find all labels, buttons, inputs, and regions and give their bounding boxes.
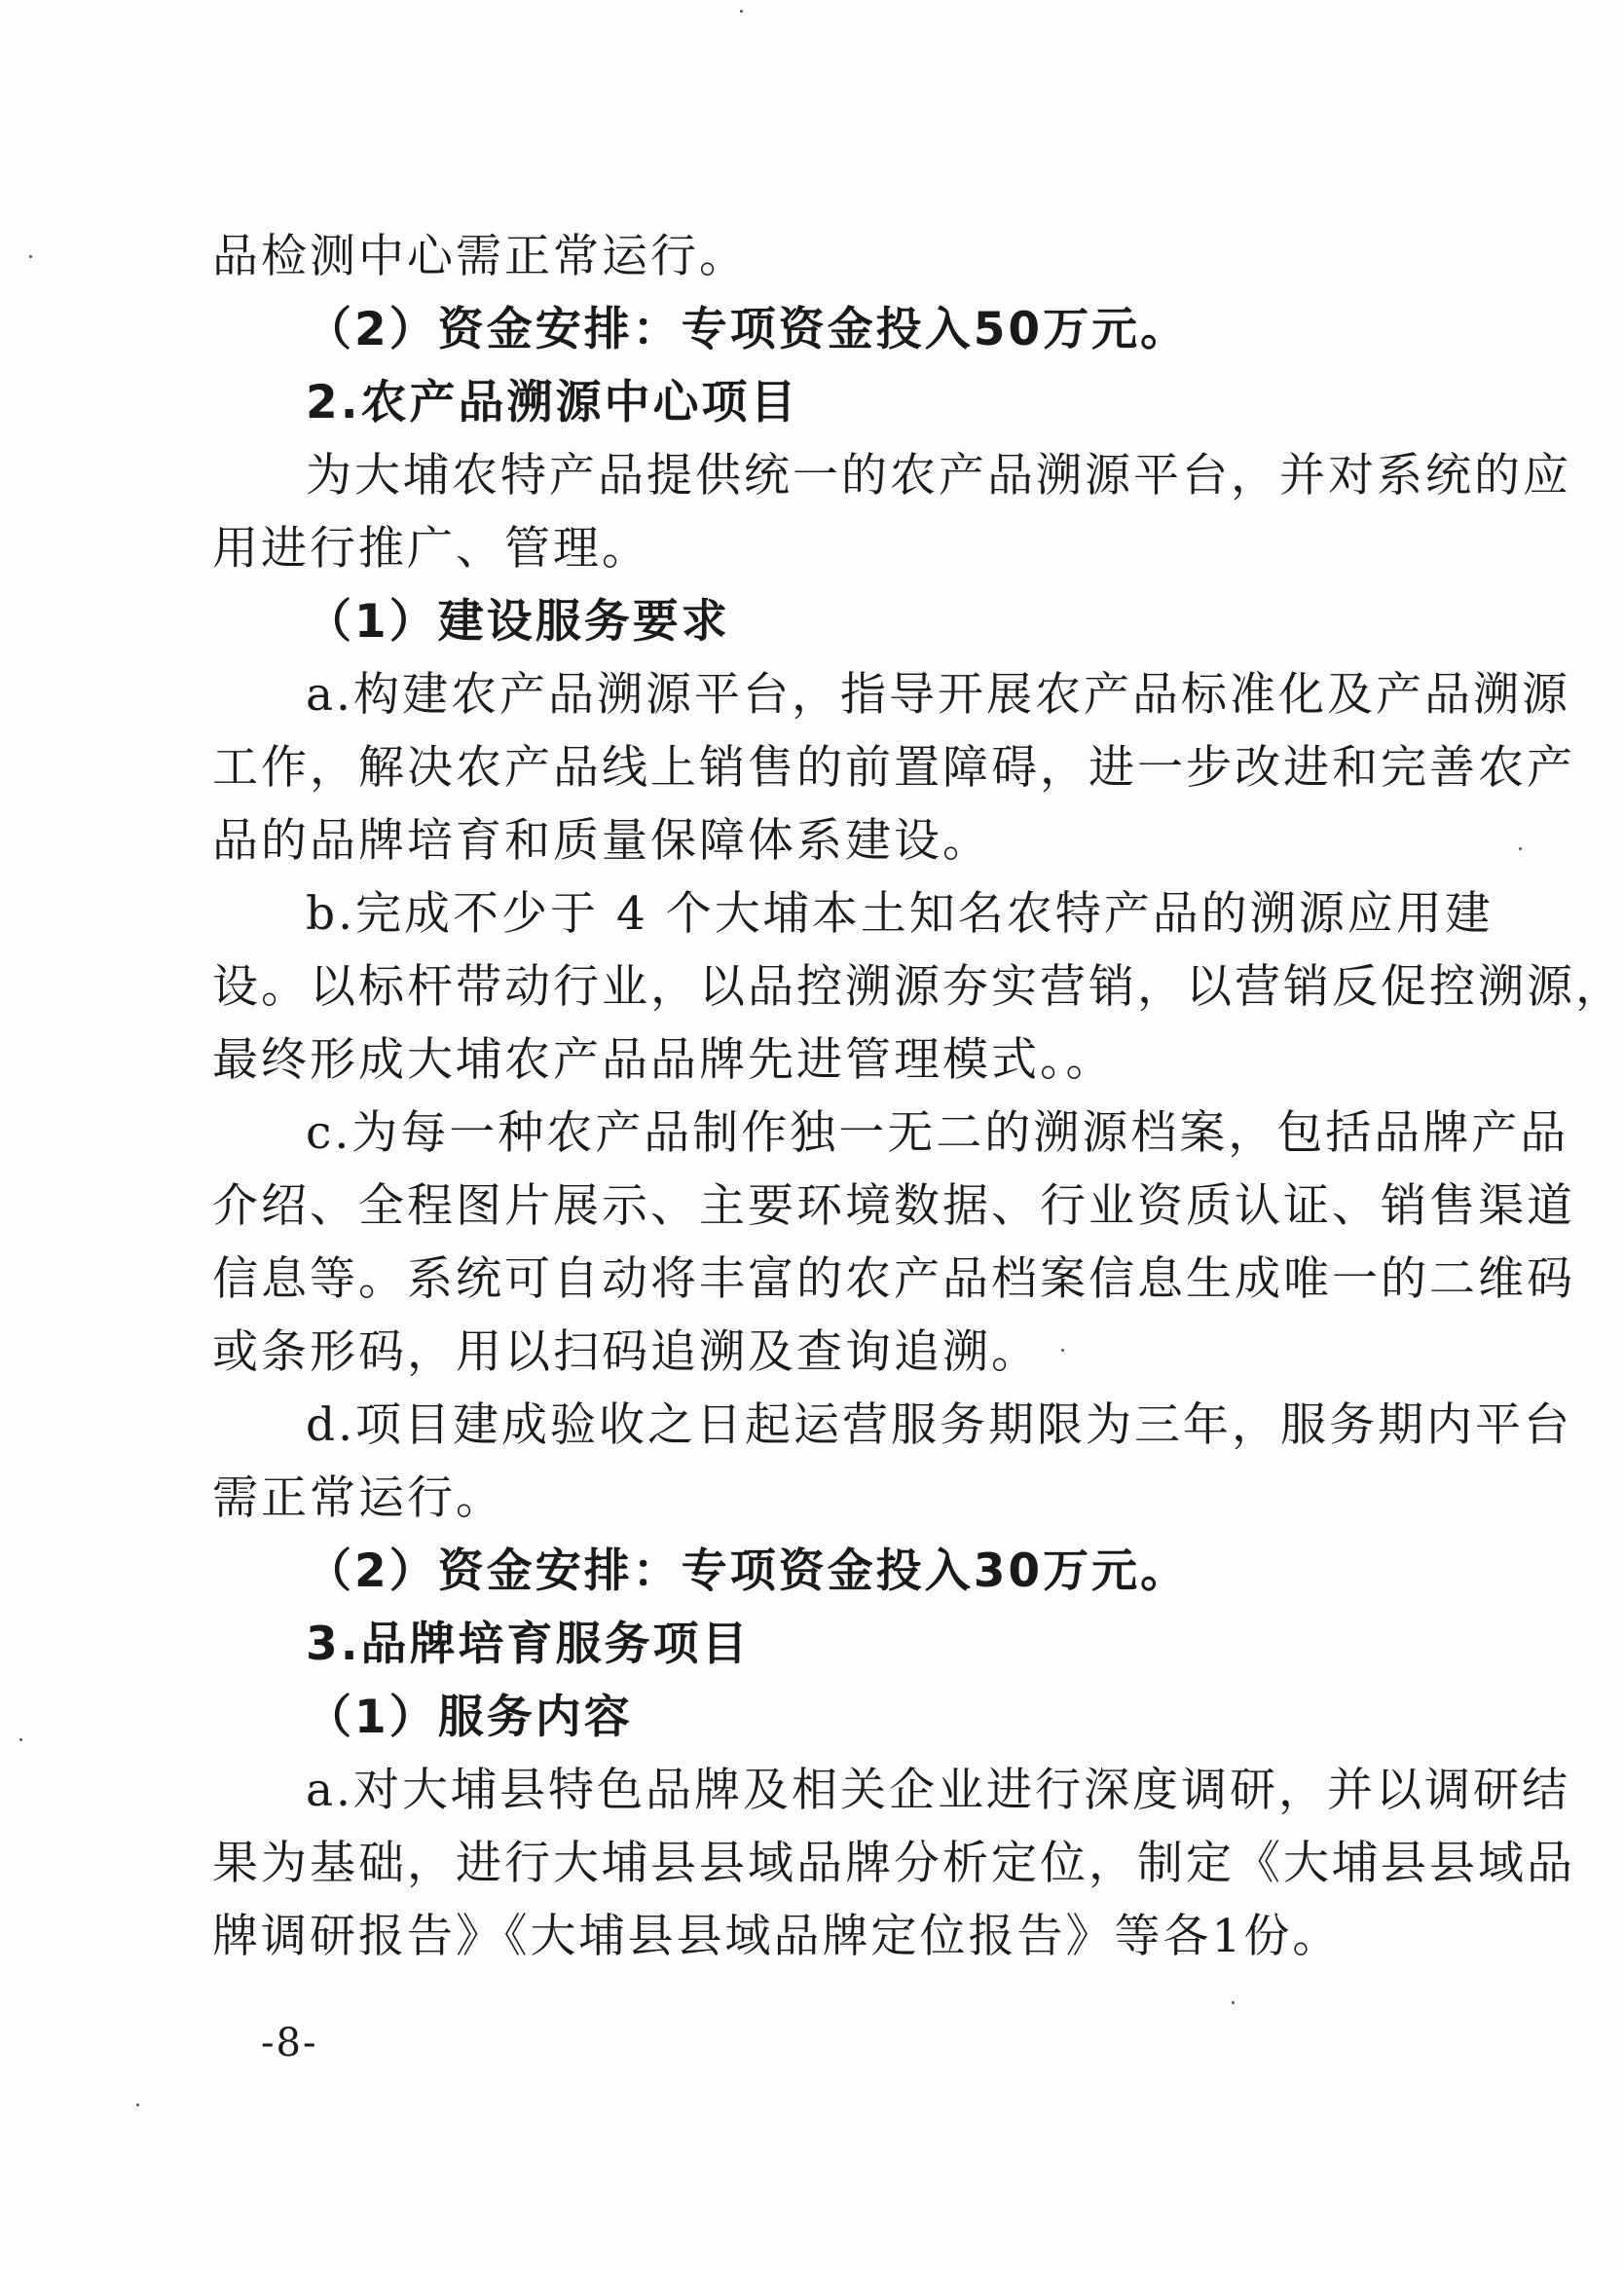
text-line: 牌调研报告》《大埔县县域品牌定位报告》等各1份。 (212, 1910, 1342, 1963)
text-line: b.完成不少于 4 个大埔本土知名农特产品的溯源应用建 (306, 887, 1494, 941)
text-line: 用进行推广、管理。 (212, 522, 650, 576)
funding-heading: （2）资金安排：专项资金投入30万元。 (306, 1544, 1190, 1598)
document-body (212, 220, 1624, 1973)
text-line: 品检测中心需正常运行。 (212, 230, 748, 283)
subsection-heading: （1）服务内容 (306, 1691, 633, 1744)
scan-speck (1519, 847, 1522, 850)
scan-speck (29, 255, 32, 258)
scan-speck (1232, 2001, 1235, 2004)
text-line: 需正常运行。 (212, 1471, 504, 1525)
text-line: 为大埔农特产品提供统一的农产品溯源平台，并对系统的应 (306, 449, 1571, 502)
text-line: 介绍、全程图片展示、主要环境数据、行业资质认证、销售渠道 (212, 1179, 1575, 1233)
text-line: c.为每一种农产品制作独一无二的溯源档案，包括品牌产品 (306, 1106, 1569, 1160)
scan-speck (1061, 1349, 1064, 1352)
text-line: a.构建农产品溯源平台，指导开展农产品标准化及产品溯源 (306, 668, 1570, 722)
scan-speck (136, 2103, 139, 2106)
text-line: d.项目建成验收之日起运营服务期限为三年，服务期内平台 (306, 1398, 1573, 1452)
text-line: 工作，解决农产品线上销售的前置障碍，进一步改进和完善农产 (212, 741, 1575, 795)
section-heading: 3.品牌培育服务项目 (306, 1618, 751, 1671)
text-line: 果为基础，进行大埔县县域品牌分析定位，制定《大埔县县域品 (212, 1837, 1575, 1890)
subsection-heading: （1）建设服务要求 (306, 595, 730, 649)
text-line: 或条形码，用以扫码追溯及查询追溯。 (212, 1325, 1040, 1379)
section-heading: 2.农产品溯源中心项目 (306, 376, 799, 429)
text-line: 品的品牌培育和质量保障体系建设。 (212, 814, 991, 868)
text-line: 最终形成大埔农产品品牌先进管理模式。。 (212, 1033, 1115, 1087)
scan-speck (740, 10, 743, 13)
scan-speck (19, 1738, 22, 1741)
text-line: 设。以标杆带动行业，以品控溯源夯实营销，以营销反促控溯源， (212, 960, 1624, 1014)
text-line: 信息等。系统可自动将丰富的农产品档案信息生成唯一的二维码 (212, 1252, 1575, 1306)
text-line: a.对大埔县特色品牌及相关企业进行深度调研，并以调研结 (306, 1764, 1570, 1817)
page-number: -8- (261, 2021, 318, 2065)
funding-heading: （2）资金安排：专项资金投入50万元。 (306, 303, 1190, 356)
